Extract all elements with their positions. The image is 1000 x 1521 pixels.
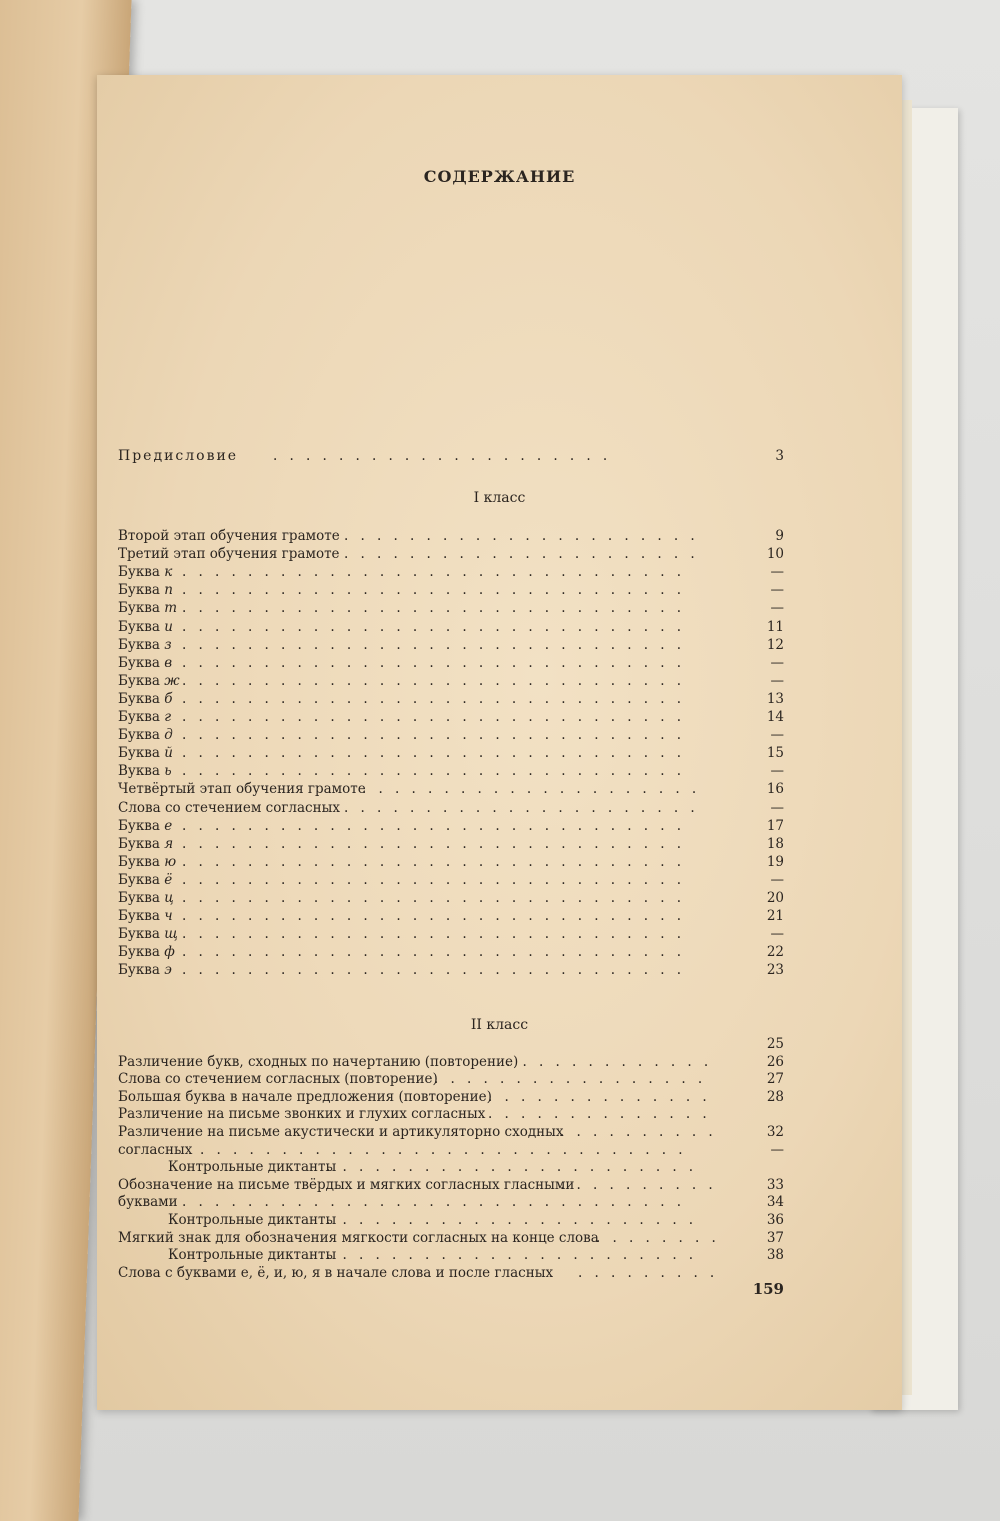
leader-dots: ........: [596, 1229, 728, 1246]
leader-dots: ...............................: [182, 564, 694, 581]
leader-dots: ...............................: [182, 835, 694, 852]
toc-entry-page: 15: [766, 745, 784, 762]
toc-entry-title: Различение на письме звонких и глухих согласных: [118, 1106, 486, 1123]
toc-entry-title: Различение на письме акустически и артикуляторно сходных: [118, 1124, 564, 1140]
toc-entry-letter: в: [164, 654, 173, 671]
leader-dots: .......................: [326, 1159, 706, 1176]
toc-entry-title: Второй этап обучения грамоте: [118, 528, 340, 544]
toc-entry: [118, 745, 784, 763]
toc-entry-letter: ё: [164, 871, 173, 888]
leader-dots: ...............................: [182, 690, 694, 707]
toc-entry: [118, 528, 784, 546]
leader-dots: ...............................: [182, 1194, 694, 1211]
toc-entry-letter: я: [164, 835, 174, 852]
toc-entry-title: [118, 836, 173, 852]
toc-entry-title: Слова со стечением согласных: [118, 799, 340, 816]
leader-dots: ..........: [560, 1124, 725, 1140]
toc-entry: [118, 546, 784, 564]
toc-entry-prefix: Буква: [118, 853, 160, 870]
toc-entry-page: 17: [766, 817, 784, 834]
toc-entry-letter: и: [164, 618, 173, 635]
toc-entry-page: 20: [766, 890, 784, 906]
toc-entry-page: 23: [766, 962, 784, 979]
leader-dots: ...............................: [182, 908, 694, 925]
leader-dots: .......................: [326, 1212, 706, 1228]
leader-dots: ..............................: [200, 1141, 695, 1158]
toc-entry-page: —: [770, 1141, 784, 1158]
toc-entry-page: 25: [766, 1036, 784, 1052]
toc-entry-prefix: Вуква: [118, 763, 160, 780]
toc-entry-title: [118, 564, 172, 580]
toc-entry: [118, 1089, 784, 1107]
toc-entry-title: [118, 745, 173, 761]
toc-entry-title: [118, 727, 173, 743]
toc-entry-page: —: [770, 926, 784, 943]
toc-entry-title: [118, 962, 172, 978]
toc-entry: [118, 1106, 784, 1124]
toc-entry-prefix: Буква: [118, 654, 160, 671]
toc-entry-page: 14: [766, 709, 784, 725]
toc-entry-prefix: Буква: [118, 582, 160, 599]
toc-entry-page: —: [770, 871, 784, 888]
toc-entry-letter: з: [164, 636, 172, 653]
toc-entry-page: 28: [766, 1088, 784, 1105]
leader-dots: ...............................: [182, 618, 694, 635]
toc-entry: [118, 691, 784, 709]
section-heading: II класс: [470, 1017, 529, 1033]
toc-entry: [118, 1142, 784, 1160]
toc-entry: [118, 1054, 784, 1072]
leader-dots: ...............................: [182, 672, 694, 689]
toc-entry-title: [118, 673, 180, 689]
toc-entry-page: 19: [766, 853, 784, 870]
toc-entry-page: 27: [766, 1071, 784, 1088]
leader-dots: ...............................: [182, 709, 694, 725]
toc-entry-page: 22: [766, 944, 784, 961]
toc-entry: [118, 1194, 784, 1212]
toc-entry-title: [118, 908, 173, 924]
leader-dots: .................: [434, 1071, 715, 1088]
toc-entry: [118, 908, 784, 926]
leader-dots: ...............................: [182, 745, 694, 762]
toc-entry-title: согласных: [118, 1141, 193, 1158]
page-title: СОДЕРЖАНИЕ: [423, 167, 576, 186]
toc-entry: [118, 872, 784, 890]
toc-entry-page: 32: [766, 1124, 784, 1140]
toc-entry-page: 37: [766, 1229, 784, 1246]
toc-entry-letter: й: [164, 745, 173, 762]
section-heading: I класс: [473, 490, 526, 506]
toc-entry-page: 3: [775, 448, 784, 464]
toc-entry-prefix: Буква: [118, 962, 160, 979]
toc-entry-prefix: Буква: [118, 835, 160, 852]
toc-entry-page: 16: [766, 781, 784, 798]
toc-entry-prefix: Буква: [118, 817, 160, 834]
toc-entry: [118, 1230, 784, 1248]
toc-entry-letter: ь: [164, 763, 172, 780]
toc-entry: [118, 637, 784, 655]
toc-entry-page: 12: [766, 636, 784, 653]
toc-entry-title: Третий этап обучения грамоте: [118, 546, 340, 563]
toc-entry-title: Обозначение на письме твёрдых и мягких согласных гласными: [118, 1176, 575, 1193]
toc-entry-title: Четвёртый этап обучения грамоте: [118, 781, 366, 798]
toc-entry-prefix: Буква: [118, 672, 160, 689]
leader-dots: ...............................: [182, 582, 694, 599]
leader-dots: ...............................: [182, 962, 694, 979]
toc-entry-title: [118, 691, 173, 707]
toc-entry: [118, 854, 784, 872]
toc-entry: [118, 619, 784, 637]
toc-entry: [118, 655, 784, 673]
leader-dots: ...............................: [182, 926, 694, 943]
toc-entry-title: [118, 926, 178, 942]
toc-entry-prefix: Буква: [118, 727, 160, 744]
leader-dots: ...............................: [182, 600, 694, 617]
toc-entry: [118, 1071, 784, 1089]
toc-entry-page: 33: [766, 1176, 784, 1193]
toc-entry-prefix: Буква: [118, 709, 160, 725]
leader-dots: ...............................: [182, 727, 694, 744]
toc-entry-title: Контрольные диктанты: [168, 1212, 337, 1228]
toc-entry-letter: г: [164, 709, 172, 725]
toc-entry-letter: щ: [164, 926, 178, 943]
leader-dots: .......................: [326, 1247, 706, 1264]
toc-entry: [118, 1124, 784, 1142]
toc-entry-prefix: Буква: [118, 636, 160, 653]
toc-entry-prefix: Буква: [118, 564, 160, 581]
toc-entry: [118, 944, 784, 962]
toc-entry-page: 11: [766, 618, 784, 635]
leader-dots: ...............................: [182, 763, 694, 780]
toc-entry: [168, 1212, 784, 1230]
leader-dots: ..........: [560, 1176, 725, 1193]
toc-entry: [118, 1265, 784, 1283]
toc-entry-page: —: [770, 672, 784, 689]
toc-entry: [118, 1036, 784, 1054]
toc-entry-title: [118, 763, 172, 779]
leader-dots: ...............................: [182, 871, 694, 888]
leader-dots: ...............................: [182, 944, 694, 961]
toc-entry-page: 21: [766, 908, 784, 925]
toc-entry-page: —: [770, 564, 784, 581]
toc-entry-title: Предисловие: [118, 448, 239, 464]
leader-dots: ......................: [344, 528, 707, 544]
toc-entry: [118, 709, 784, 727]
leader-dots: ...............................: [182, 853, 694, 870]
toc-entry-page: —: [770, 654, 784, 671]
toc-entry: [118, 600, 784, 618]
toc-entry-page: —: [770, 799, 784, 816]
leader-dots: .....................: [362, 781, 709, 798]
toc-entry: [118, 727, 784, 745]
toc-entry: [118, 582, 784, 600]
toc-entry-title: [118, 655, 172, 671]
toc-entry-letter: ч: [164, 908, 173, 925]
toc-entry-title: Контрольные диктанты: [168, 1159, 337, 1176]
leader-dots: .........: [578, 1264, 727, 1281]
leader-dots: ...............................: [182, 636, 694, 653]
toc-entry-title: [118, 854, 176, 870]
toc-entry: [118, 836, 784, 854]
toc-entry-letter: п: [164, 582, 173, 599]
toc-entry-page: 13: [766, 690, 784, 707]
toc-entry-title: Слова со стечением согласных (повторение): [118, 1071, 438, 1088]
toc-entry-prefix: Буква: [118, 600, 160, 617]
toc-entry-title: [118, 872, 172, 888]
toc-entry-title: [118, 890, 174, 906]
toc-entry: [168, 1159, 784, 1177]
toc-entry-title: [118, 818, 172, 834]
toc-entry-title: Слова с буквами е, ё, и, ю, я в начале слова и после гласных: [118, 1264, 554, 1281]
toc-entry-title: Различение букв, сходных по начертанию (повторение): [118, 1053, 519, 1070]
leader-dots: .............: [506, 1053, 721, 1070]
toc-entry-page: —: [770, 600, 784, 617]
leader-dots: ..............: [488, 1088, 719, 1105]
toc-entry-title: буквами: [118, 1194, 178, 1211]
toc-entry-title: [118, 637, 172, 653]
toc-entry-page: 26: [766, 1053, 784, 1070]
toc-entry: [118, 564, 784, 582]
toc-entry-page: 38: [766, 1247, 784, 1264]
toc-entry-letter: б: [164, 690, 173, 707]
toc-entry: [168, 1247, 784, 1265]
toc-entry-letter: ц: [164, 890, 174, 906]
toc-entry-title: [118, 944, 175, 960]
leader-dots: ...............................: [182, 654, 694, 671]
toc-entry: [118, 962, 784, 980]
toc-entry-title: Мягкий знак для обозначения мягкости согласных на конце слова: [118, 1229, 599, 1246]
toc-entry-letter: ю: [164, 853, 177, 870]
toc-entry-prefix: Буква: [118, 745, 160, 762]
toc-entry-page: —: [770, 727, 784, 744]
leader-dots: ......................: [344, 546, 707, 563]
toc-entry-letter: д: [164, 727, 173, 744]
toc-entry-title: [118, 619, 173, 635]
toc-entry: [118, 800, 784, 818]
toc-entry-letter: к: [164, 564, 173, 581]
toc-entry-letter: э: [164, 962, 172, 979]
toc-entry-page: —: [770, 763, 784, 780]
toc-entry-letter: е: [164, 817, 173, 834]
toc-entry-prefix: Буква: [118, 944, 160, 961]
leader-dots: ......................: [344, 799, 707, 816]
toc-entry-page: 18: [766, 835, 784, 852]
toc-entry-page: —: [770, 582, 784, 599]
toc-entry-letter: ж: [164, 672, 180, 689]
toc-entry-prefix: Буква: [118, 926, 160, 943]
toc-entry-letter: т: [164, 600, 178, 617]
toc-entry: [118, 781, 784, 799]
toc-entry-title: Большая буква в начале предложения (повторение): [118, 1088, 492, 1105]
toc-entry-prefix: Буква: [118, 908, 160, 925]
toc-entry-page: 34: [766, 1194, 784, 1211]
book-page: [97, 75, 902, 1410]
toc-entry-title: [118, 709, 171, 725]
toc-entry-title: Контрольные диктанты: [168, 1247, 337, 1264]
toc-entry-page: 9: [775, 528, 784, 544]
toc-entry: [118, 673, 784, 691]
toc-entry-title: [118, 582, 173, 598]
leader-dots: ..............: [488, 1106, 719, 1123]
page-number: 159: [752, 1280, 784, 1298]
leader-dots: .....................: [273, 448, 620, 464]
toc-entry: [118, 926, 784, 944]
toc-entry: [118, 818, 784, 836]
toc-entry-prefix: Буква: [118, 890, 160, 906]
toc-entry: [118, 890, 784, 908]
toc-entry-prefix: Буква: [118, 690, 160, 707]
leader-dots: ...............................: [182, 890, 694, 906]
toc-entry-prefix: Буква: [118, 871, 160, 888]
leader-dots: ...............................: [182, 817, 694, 834]
toc-entry-title: [118, 600, 177, 616]
toc-entry-page: 10: [766, 546, 784, 563]
toc-entry: [118, 1177, 784, 1195]
toc-entry-letter: ф: [164, 944, 175, 961]
toc-entry-preface: [118, 448, 784, 466]
toc-entry: [118, 763, 784, 781]
toc-entry-page: 36: [766, 1212, 784, 1228]
toc-entry-prefix: Буква: [118, 618, 160, 635]
